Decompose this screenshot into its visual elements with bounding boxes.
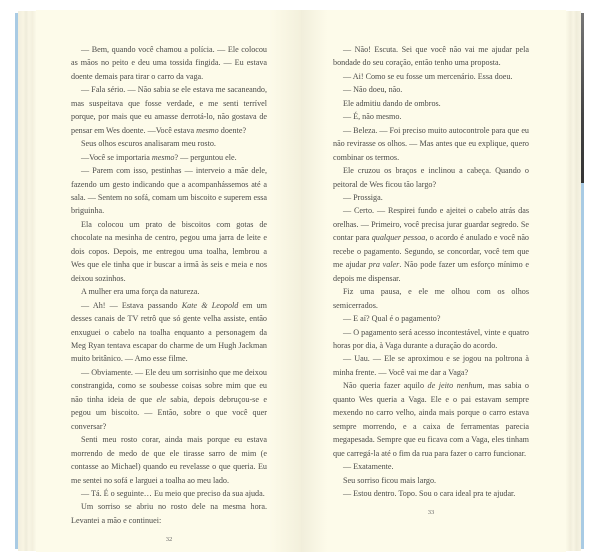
text-segment: — Não doeu, não. <box>343 85 403 95</box>
text-segment: —Você se importaria <box>81 152 152 162</box>
italic-text: pra valer <box>368 260 400 270</box>
paragraph <box>71 137 267 150</box>
page-edges-left <box>18 11 36 551</box>
paragraph <box>333 474 529 487</box>
italic-text: Kate & Leopold <box>181 300 239 310</box>
text-segment: — Obviamente. — Ele deu um sorrisinho que me deixou constrangida, como se soubesse coisas sobre mim que eu não tinha ideia de que <box>71 367 267 404</box>
paragraph <box>71 83 267 137</box>
book-cover-edge-right-blue <box>581 183 584 549</box>
paragraph <box>71 151 267 164</box>
italic-text: ele <box>156 394 166 404</box>
paragraph <box>71 43 267 83</box>
text-segment: . Não pode fazer um esforço mínimo e depois me dispensar. <box>333 260 529 283</box>
text-segment: — O pagamento será acesso incontestável, vinte e quatro horas por dia, à Vaga durante a duração do acordo. <box>333 327 529 350</box>
text-segment: — Bem, quando você chamou a polícia. — Ele colocou as mãos no peito e deu uma tossida fingida. — Eu estava doente demais para tirar o carro da vaga. <box>71 45 267 81</box>
paragraph <box>333 312 529 325</box>
text-segment: — Uau. — Ele se aproximou e se jogou na poltrona à minha frente. — Você vai me dar a Vaga? <box>333 354 529 377</box>
paragraph <box>333 487 529 500</box>
paragraph <box>333 70 529 83</box>
paragraph <box>333 191 529 204</box>
paragraph <box>71 366 267 433</box>
paragraph <box>333 164 529 191</box>
paragraph <box>333 124 529 164</box>
text-segment: — É, não mesmo. <box>343 112 402 122</box>
paragraph <box>333 97 529 110</box>
text-segment: Fiz uma pausa, e ele me olhou com os olhos semicerrados. <box>333 287 529 310</box>
text-segment: — Fala sério. — Não sabia se ele estava me sacaneando, mas suspeitava que fosse verdade, e me senti terrível porque, por mais que eu amasse derrotá-lo, não gostava de pensar em Wes doente. —Você estava <box>71 85 267 135</box>
paragraph <box>333 352 529 379</box>
page-number-right: 33 <box>427 509 435 517</box>
text-segment: Ele cruzou os braços e inclinou a cabeça. Quando o peitoral de Wes ficou tão largo? <box>333 166 529 189</box>
paragraph <box>71 218 267 285</box>
paragraph <box>333 379 529 460</box>
paragraph <box>333 460 529 473</box>
text-segment: — Parem com isso, pestinhas — interveio a mãe dele, fazendo um gesto indicando que a acompanhássemos até a sala. — Sentem no sofá, comam um biscoito e superem essa briguinha. <box>71 166 267 216</box>
text-segment: Não queria fazer aquilo <box>343 381 428 391</box>
text-segment: ? — perguntou ele. <box>174 152 237 162</box>
right-page <box>301 10 566 552</box>
text-segment: — Estou dentro. Topo. Sou o cara ideal pra te ajudar. <box>343 488 516 498</box>
paragraph <box>333 285 529 312</box>
paragraph <box>333 326 529 353</box>
text-segment: A mulher era uma força da natureza. <box>81 287 200 297</box>
paragraph <box>71 299 267 366</box>
left-page <box>36 10 301 552</box>
paragraph <box>333 83 529 96</box>
text-segment: Senti meu rosto corar, ainda mais porque eu estava morrendo de medo de que ele tirasse sarro de mim (e contasse ao Michael) quando eu revelasse o que queria. Eu me sentei no sofá e larguei a toalha ao meu lado. <box>71 435 267 485</box>
text-segment: — Não! Escuta. Sei que você não vai me ajudar pela bondade do seu coração, então tenho uma proposta. <box>333 45 529 68</box>
text-segment: Um sorriso se abriu no rosto dele na mesma hora. Levantei a mão e continuei: <box>71 502 267 525</box>
text-segment: doente? <box>218 125 247 135</box>
text-segment: — Ah! — Estava passando <box>81 300 182 310</box>
text-segment: — Tá. É o seguinte… Eu meio que preciso da sua ajuda. <box>81 488 265 498</box>
text-segment: — Prossiga. <box>343 192 383 202</box>
text-segment: — Exatamente. <box>343 462 394 472</box>
text-segment: em um desses canais de TV retrô que só gente velha assiste, então enxuguei o cabelo na toalha enquanto a personagem da Meg Ryan tentava escapar do charme de um Hugh Jackman muito britânico. — Amo esse filme. <box>71 300 267 364</box>
paragraph <box>71 487 267 500</box>
italic-text: de jeito nenhum <box>427 381 483 391</box>
text-segment: Seu sorriso ficou mais largo. <box>343 475 437 485</box>
italic-text: mesmo <box>151 152 175 162</box>
paragraph <box>333 43 529 70</box>
text-segment: sabia, depois debruçou-se e pegou um biscoito. — Então, sobre o que você quer conversar? <box>71 394 268 431</box>
text-segment: Seus olhos escuros analisaram meu rosto. <box>81 139 216 149</box>
italic-text: mesmo <box>196 125 219 135</box>
text-segment: Ele admitiu dando de ombros. <box>343 98 441 108</box>
paragraph <box>71 285 267 298</box>
paragraph <box>333 110 529 123</box>
left-page-body <box>71 43 267 527</box>
page-number-left: 32 <box>165 536 173 544</box>
text-segment: Ela colocou um prato de biscoitos com gotas de chocolate na mesinha de centro, pegou uma jarra de leite e dois copos. Depois, me entregou uma toalha, lembrou a Wes que ele tinha que ir buscar a irmã às seis e meia e nos deixou sozinhos. <box>71 219 267 283</box>
paragraph <box>333 204 529 285</box>
page-edges-right <box>566 11 581 551</box>
text-segment: — Certo. — Respirei fundo e ajeitei o cabelo atrás das orelhas. — Primeiro, você precisa jurar guardar segredo. Se contar para <box>333 206 529 243</box>
italic-text: qualquer pessoa <box>371 233 426 243</box>
book-cover-edge-right-dark <box>581 13 584 183</box>
paragraph <box>71 433 267 487</box>
paragraph <box>71 164 267 218</box>
text-segment: — Ai! Como se eu fosse um mercenário. Essa doeu. <box>343 71 513 81</box>
text-segment: , o acordo é anulado e você não recebe o pagamento. Segundo, se concordar, você tem que me ajudar <box>333 233 529 270</box>
text-segment: — Beleza. — Foi preciso muito autocontrole para que eu não revirasse os olhos. — Mas antes que eu explique, quero combinar os termos. <box>333 125 529 162</box>
text-segment: — E aí? Qual é o pagamento? <box>343 314 441 324</box>
text-segment: , mas sabia o quanto Wes queria a Vaga. Ele e o pai estavam sempre mexendo no carro velho, ainda mais porque o carro estava sempre morrendo, e a caixa de ferramentas parecia megapesada. Sempre que eu ficava com a Vaga, eles tinham que carregá-la até o fim da rua para fazer o carro funcionar. <box>333 381 529 458</box>
paragraph <box>71 500 267 527</box>
